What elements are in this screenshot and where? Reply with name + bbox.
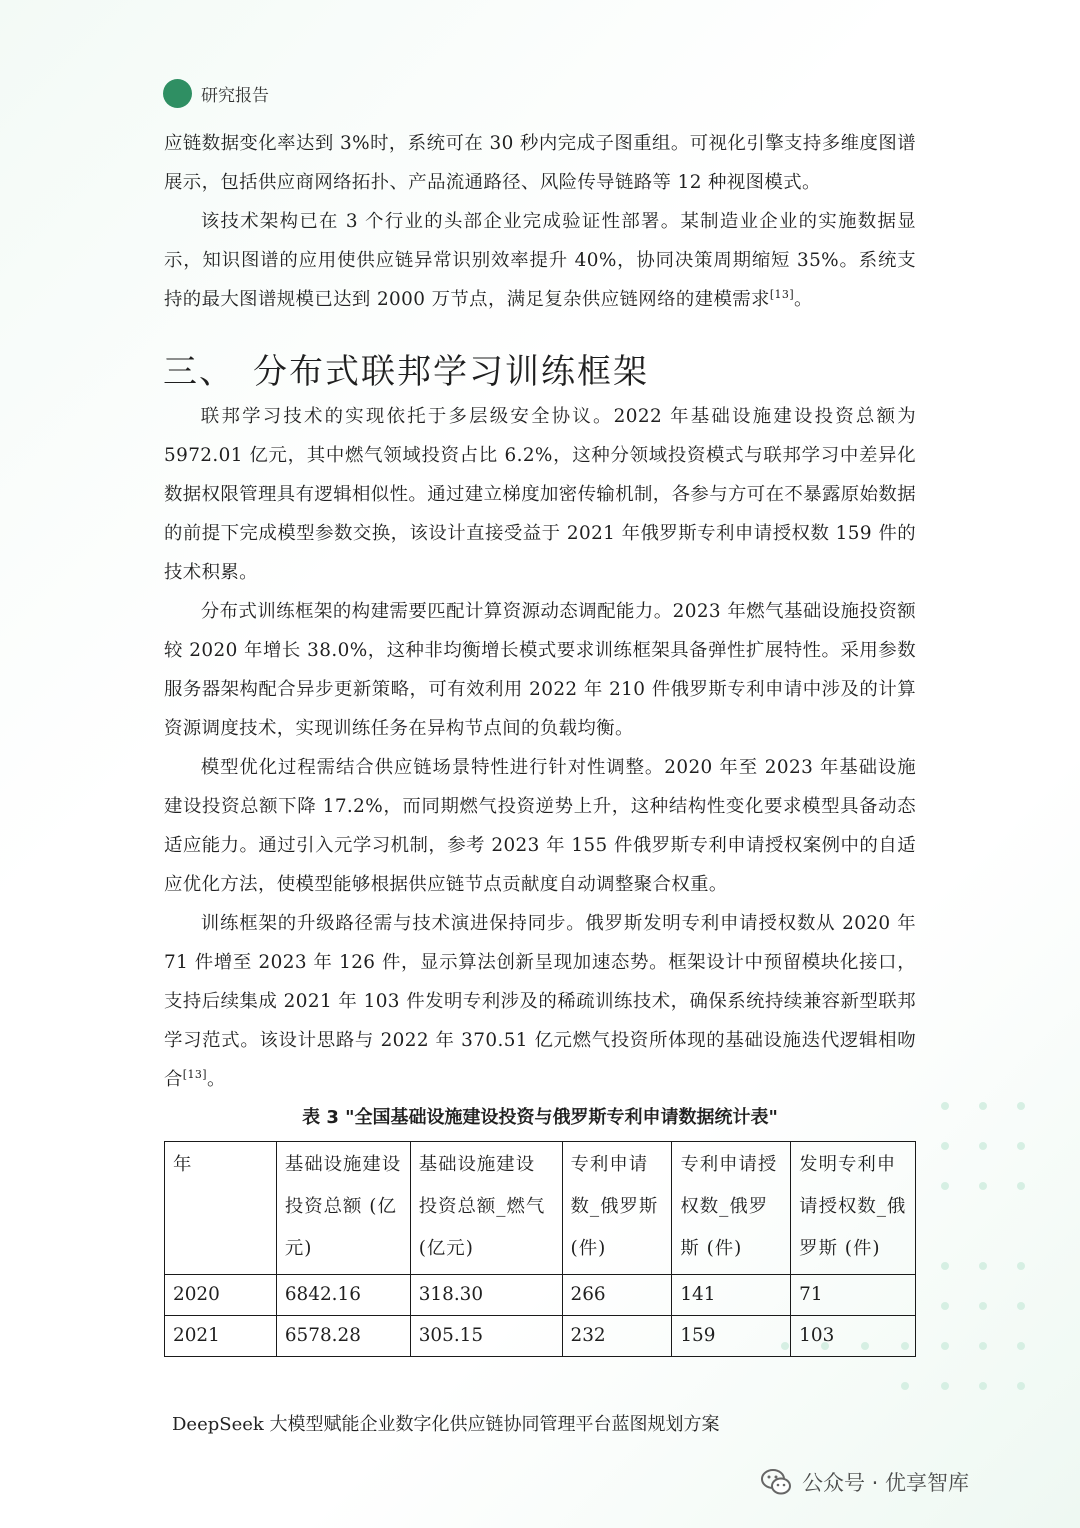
table-cell: 141 [672, 1275, 791, 1316]
table-cell: 266 [562, 1275, 672, 1316]
table-cell: 2021 [165, 1316, 277, 1357]
paragraph: 模型优化过程需结合供应链场景特性进行针对性调整。2020 年至 2023 年基础设施建设投资总额下降 17.2%，而同期燃气投资逆势上升，这种结构性变化要求模型具备动态适应能力。通过引入元学习机制，参考 2023 年 155 件俄罗斯专利申请授权案例中的自适应优化方法，使模型能够根据供应链节点贡献度自动调整聚合权重。 [164, 757, 916, 895]
header-cell: 基础设施建设投资总额_燃气 (亿元) [410, 1142, 562, 1275]
table-cell: 71 [791, 1275, 916, 1316]
paragraph: 训练框架的升级路径需与技术演进保持同步。俄罗斯发明专利申请授权数从 2020 年 71 件增至 2023 年 126 件，显示算法创新呈现加速态势。框架设计中预留模块化接口，支持后续集成 2021 年 103 件发明专利涉及的稀疏训练技术，确保系统持续兼容新型联邦学习范式。该设计思路与 2022 年 370.51 亿元燃气投资所体现的基础设施迭代逻辑相吻合[13]。 [164, 913, 916, 1090]
table-cell: 232 [562, 1316, 672, 1357]
header-cell: 基础设施建设投资总额 (亿元) [276, 1142, 410, 1275]
header-label: 研究报告 [201, 85, 269, 106]
table-caption: 表 3 "全国基础设施建设投资与俄罗斯专利申请数据统计表" [302, 1107, 778, 1128]
table-cell: 6842.16 [276, 1275, 410, 1316]
section-title: 分布式联邦学习训练框架 [253, 352, 649, 392]
paragraph: 分布式训练框架的构建需要匹配计算资源动态调配能力。2023 年燃气基础设施投资额较 2020 年增长 38.0%，这种非均衡增长模式要求训练框架具备弹性扩展特性。采用参数服务器架构配合异步更新策略，可有效利用 2022 年 210 件俄罗斯专利申请中涉及的计算资源调度技术，实现训练任务在异构节点间的负载均衡。 [164, 601, 916, 739]
watermark [758, 1464, 969, 1500]
header-cell: 专利申请数_俄罗斯 (件) [562, 1142, 672, 1275]
paragraph: 联邦学习技术的实现依托于多层级安全协议。2022 年基础设施建设投资总额为 5972.01 亿元，其中燃气领域投资占比 6.2%，这种分领域投资模式与联邦学习中差异化数据权限管理具有逻辑相似性。通过建立梯度加密传输机制，各参与方可在不暴露原始数据的前提下完成模型参数交换，该设计直接受益于 2021 年俄罗斯专利申请授权数 159 件的技术积累。 [164, 406, 916, 583]
paragraph: 应链数据变化率达到 3%时，系统可在 30 秒内完成子图重组。可视化引擎支持多维度图谱展示，包括供应商网络拓扑、产品流通路径、风险传导链路等 12 种视图模式。 [164, 133, 916, 193]
header-cell: 发明专利申请授权数_俄罗斯 (件) [791, 1142, 916, 1275]
main-paragraphs [164, 397, 916, 1099]
report-header [163, 78, 269, 108]
table-cell: 2020 [165, 1275, 277, 1316]
watermark-text: 公众号 · 优享智库 [802, 1471, 970, 1495]
footer-title: DeepSeek 大模型赋能企业数字化供应链协同管理平台蓝图规划方案 [172, 1414, 720, 1435]
header-cell: 年 [165, 1142, 277, 1275]
table-cell: 318.30 [410, 1275, 562, 1316]
citation: [13] [769, 287, 795, 301]
section-heading [163, 344, 649, 393]
table-row [165, 1316, 916, 1357]
table-row [165, 1275, 916, 1316]
statistics-table [164, 1141, 916, 1357]
logo-circle-icon [163, 79, 192, 108]
section-number: 三、 [163, 352, 235, 392]
table-header-row [165, 1142, 916, 1275]
paragraph: 该技术架构已在 3 个行业的头部企业完成验证性部署。某制造业企业的实施数据显示，知识图谱的应用使供应链异常识别效率提升 40%，协同决策周期缩短 35%。系统支持的最大图谱规模已达到 2000 万节点，满足复杂供应链网络的建模需求[13]。 [164, 211, 916, 310]
table-cell: 159 [672, 1316, 791, 1357]
table-cell: 103 [791, 1316, 916, 1357]
citation: [13] [182, 1067, 207, 1081]
header-cell: 专利申请授权数_俄罗斯 (件) [672, 1142, 791, 1275]
wechat-icon [758, 1464, 794, 1500]
table-cell: 6578.28 [276, 1316, 410, 1357]
table-cell: 305.15 [410, 1316, 562, 1357]
top-paragraphs [164, 124, 916, 319]
